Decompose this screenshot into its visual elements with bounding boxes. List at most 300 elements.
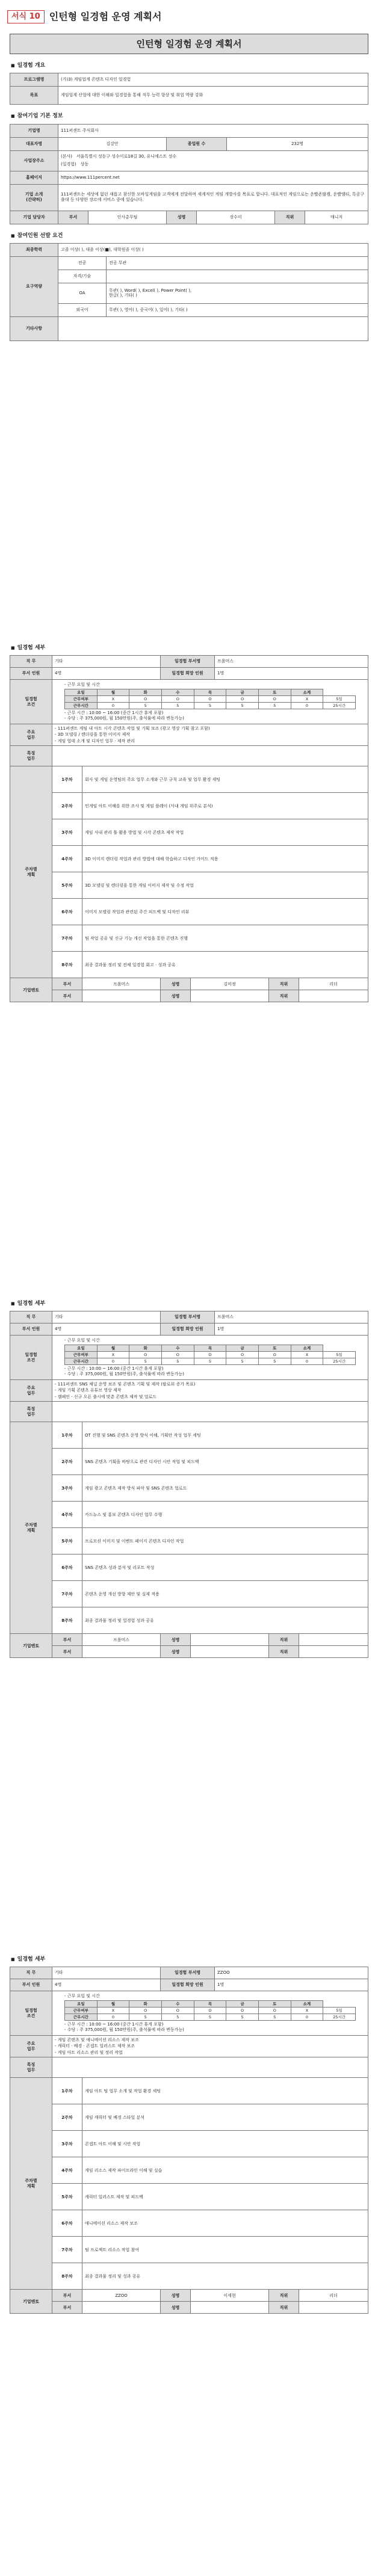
- day-header: 요일: [65, 1345, 98, 1352]
- oa-value: [107, 283, 368, 303]
- weekly-plan-label: 주차별 계획: [10, 1422, 52, 1634]
- page-one: [5, 0, 373, 609]
- schedule-table: [64, 1345, 356, 1365]
- mentor2-dept-label: 부서: [52, 990, 82, 1002]
- major-value: 전공 무관: [107, 256, 368, 270]
- form-title: 인턴형 일경험 운영 계획서: [49, 11, 162, 22]
- feature-label: 특징 업무: [10, 746, 52, 766]
- work-cell: X: [291, 2007, 323, 2014]
- weekly-plan-table: [10, 2077, 368, 2290]
- week-plan-text: 게임 광고 콘텐츠 제작 방식 파악 및 SNS 콘텐츠 업로드: [82, 1475, 368, 1502]
- time-note: - 근무 시간 : 10:00 ~ 16:00 (중간 1시간 휴게 포함): [64, 2022, 164, 2027]
- oa-options-2: 한글( ), 기타( ): [109, 293, 137, 298]
- main-duty-item: - 게임 아트 리소스 관리 및 정리 작업: [55, 2050, 123, 2055]
- day-header: 수: [161, 2001, 194, 2007]
- week-plan-text: 게임 리소스 제작 파이프라인 이해 및 실습: [82, 2157, 368, 2184]
- feature-label: 특징 업무: [10, 2057, 52, 2078]
- section-title-needs: ■ 참여인원 선발 요건: [11, 233, 373, 239]
- week-plan-text: 회사 및 게임 운영팀의 주요 업무 소개와 근무 규칙 교육 및 업무 환경 세팅: [82, 766, 368, 793]
- work-cell: 5일: [323, 1352, 356, 1358]
- week-plan-text: 3D 이미지 렌더링 작업과 관리 방법에 대해 학습하고 디자인 가이드 적용: [82, 846, 368, 872]
- feature-value: [52, 1402, 368, 1422]
- day-header: 월: [97, 1345, 129, 1352]
- week-number: 8주차: [52, 2263, 82, 2290]
- detail-table: [10, 1967, 368, 2078]
- week-number: 4주차: [52, 2157, 82, 2184]
- contact-dept-label: 부서: [58, 211, 88, 224]
- address-hq-value: 서울특별시 성동구 성수이로18길 30, 유니에스트 성수: [76, 154, 177, 159]
- capacity-value: 1명: [215, 668, 368, 680]
- hour-cell: 5: [194, 703, 226, 709]
- work-cell: X: [97, 696, 129, 703]
- weekly-plan-table: [10, 1422, 368, 1634]
- employee-label: 종업원 수: [167, 137, 227, 150]
- work-cell: O: [194, 2007, 226, 2014]
- weekly-plan-label: 주차별 계획: [10, 766, 52, 978]
- count-value: 4명: [52, 668, 161, 680]
- job-label: 직 무: [10, 1311, 52, 1323]
- day-header: 목: [194, 1345, 226, 1352]
- work-row: [65, 2007, 356, 2014]
- weekly-plan-label: 주차별 계획: [10, 2078, 52, 2290]
- week-plan-text: 3D 모델링 및 렌더링을 통한 게임 이미지 제작 및 수정 작업: [82, 872, 368, 899]
- week-row: [10, 846, 368, 872]
- work-cell: O: [161, 696, 194, 703]
- week-plan-text: 팀 프로젝트 리소스 작업 참여: [82, 2237, 368, 2263]
- capacity-label: 일경험 희망 인원: [161, 668, 215, 680]
- week-plan-text: 콘셉트 아트 이해 및 시안 작업: [82, 2131, 368, 2157]
- contact-name-value: 장수미: [197, 211, 275, 224]
- week-number: 3주차: [52, 1475, 82, 1502]
- week-number: 1주차: [52, 766, 82, 793]
- capacity-label: 일경험 희망 인원: [161, 1323, 215, 1336]
- skills-label: 요구역량: [10, 256, 58, 316]
- week-plan-text: 게임 아트 팀 업무 소개 및 작업 환경 세팅: [82, 2078, 368, 2104]
- hour-cell: 5: [226, 2014, 259, 2021]
- week-plan-text: 프로모션 이미지 및 이벤트 페이지 콘텐츠 디자인 작업: [82, 1528, 368, 1555]
- oa-options-1: 무관( ), Word( ), Excel( ), Power Point( ),: [109, 288, 192, 293]
- etc-value: [58, 316, 368, 340]
- work-row: [65, 696, 356, 703]
- section-title-detail: ■ 일경험 세부: [11, 645, 373, 652]
- schedule-table: [64, 2000, 356, 2021]
- etc-label: 기타사항: [10, 316, 58, 340]
- hour-cell: 5: [194, 1358, 226, 1365]
- week-plan-text: OT 진행 및 SNS 콘텐츠 운영 방식 이해, 기획안 작성 업무 세팅: [82, 1422, 368, 1449]
- work-cell: 5일: [323, 696, 356, 703]
- dept-label: 일경험 부서명: [161, 656, 215, 668]
- main-duty-item: - 3D 모델링 / 렌더링을 통한 이미지 제작: [55, 732, 130, 738]
- day-header: 금: [226, 689, 259, 696]
- mentor2-dept-value: [82, 2302, 161, 2314]
- day-header: 화: [129, 1345, 162, 1352]
- week-row: [10, 1449, 368, 1475]
- contact-name-label: 성명: [167, 211, 197, 224]
- mentor-dept-label: 부서: [52, 978, 82, 990]
- condition-title: - 근무 요일 및 시간: [64, 1994, 100, 1999]
- pay-note: - 수당 : 주 375,000원, 월 150만원(주, 출석률에 따라 변동가능): [64, 2027, 184, 2033]
- mentor-name-value: 김미정: [191, 978, 269, 990]
- oa-label: OA: [58, 283, 107, 303]
- address-value: [58, 150, 368, 171]
- week-number: 3주차: [52, 819, 82, 846]
- weekly-plan-table: [10, 766, 368, 978]
- week-plan-text: 최종 결과물 정리 및 전체 일경험 회고 · 성과 공유: [82, 952, 368, 978]
- week-plan-text: 최종 결과물 정리 및 일경험 성과 공유: [82, 1607, 368, 1634]
- mentor2-dept-value: [82, 990, 161, 1002]
- main-duty-list: [52, 1379, 368, 1402]
- contact-position-value: 매니저: [305, 211, 368, 224]
- week-number: 5주차: [52, 2184, 82, 2210]
- feature-value: [52, 746, 368, 766]
- condition-title: - 근무 요일 및 시간: [64, 1338, 100, 1343]
- main-duty-label: 주요 업무: [10, 2035, 52, 2057]
- feature-label: 특징 업무: [10, 1402, 52, 1422]
- hour-cell: 5: [161, 2014, 194, 2021]
- mentor-dept-value: 프롤머스: [82, 978, 161, 990]
- hour-cell: 5: [258, 2014, 291, 2021]
- work-cell: O: [194, 696, 226, 703]
- week-number: 2주차: [52, 2104, 82, 2131]
- mentor-position-label: 직위: [269, 978, 299, 990]
- dept-label: 일경험 부서명: [161, 1311, 215, 1323]
- mentor2-position-label: 직위: [269, 1646, 299, 1658]
- feature-value: [52, 2057, 368, 2078]
- document-title: 인턴형 일경험 운영 계획서: [10, 34, 368, 54]
- work-cell: O: [258, 1352, 291, 1358]
- detail-table: [10, 1311, 368, 1422]
- condition-cell: [52, 1336, 368, 1380]
- education-label: 최종학력: [10, 243, 58, 256]
- mentor-position-label: 직위: [269, 1634, 299, 1646]
- hour-cell: 5: [258, 703, 291, 709]
- week-row: [10, 2210, 368, 2237]
- week-number: 6주차: [52, 1555, 82, 1581]
- day-header: 목: [194, 689, 226, 696]
- work-cell: O: [129, 2007, 162, 2014]
- week-number: 2주차: [52, 793, 82, 819]
- hour-cell: 0: [97, 703, 129, 709]
- work-cell: O: [129, 696, 162, 703]
- job-label: 직 무: [10, 656, 52, 668]
- week-row: [10, 2131, 368, 2157]
- contact-label: 기업 담당자: [10, 211, 58, 224]
- week-number: 2주차: [52, 1449, 82, 1475]
- ceo-value: 김강안: [58, 137, 167, 150]
- day-header: 금: [226, 1345, 259, 1352]
- work-cell: X: [291, 696, 323, 703]
- language-label: 외국어: [58, 303, 107, 316]
- job-label: 직 무: [10, 1967, 52, 1979]
- major-label: 전공: [58, 256, 107, 270]
- company-name-value: 111퍼센트 주식회사: [58, 124, 368, 137]
- needs-table: [10, 243, 368, 341]
- mentor2-name-label: 성명: [161, 990, 191, 1002]
- week-plan-text: 콘텐츠 운영 개선 방향 제안 및 실제 적용: [82, 1581, 368, 1607]
- day-header: 토: [258, 2001, 291, 2007]
- capacity-label: 일경험 희망 인원: [161, 1979, 215, 1991]
- employee-value: 232명: [227, 137, 368, 150]
- mentor2-position-label: 직위: [269, 2302, 299, 2314]
- company-table: [10, 124, 368, 211]
- hour-cell: 5: [129, 1358, 162, 1365]
- mentor-dept-label: 부서: [52, 1634, 82, 1646]
- week-number: 6주차: [52, 899, 82, 925]
- form-number-badge: 서식 10: [7, 10, 45, 23]
- hour-cell: 5: [258, 1358, 291, 1365]
- week-plan-text: 팀 작업 공유 및 신규 기능 개선 작업을 통한 콘텐츠 진행: [82, 925, 368, 952]
- week-row: [10, 2157, 368, 2184]
- week-number: 7주차: [52, 1581, 82, 1607]
- week-number: 3주차: [52, 2131, 82, 2157]
- week-number: 4주차: [52, 846, 82, 872]
- week-row: [10, 1528, 368, 1555]
- mentor-name-label: 성명: [161, 978, 191, 990]
- hour-cell: 0: [291, 703, 323, 709]
- week-row: [10, 1607, 368, 1634]
- work-cell: 근무여부: [65, 696, 98, 703]
- week-number: 4주차: [52, 1502, 82, 1528]
- week-row: [10, 1555, 368, 1581]
- company-name-label: 기업명: [10, 124, 58, 137]
- week-row: [10, 793, 368, 819]
- condition-cell: [52, 680, 368, 724]
- week-number: 6주차: [52, 2210, 82, 2237]
- mentor-name-value: 이세현: [191, 2290, 269, 2302]
- hour-row: [65, 703, 356, 709]
- work-cell: O: [226, 1352, 259, 1358]
- section-title-detail: ■ 일경험 세부: [11, 1956, 373, 1963]
- day-header: 월: [97, 689, 129, 696]
- week-plan-text: 인게임 아트 이해를 위한 조사 및 게임 플레이 (사내 게임 위주로 분석): [82, 793, 368, 819]
- mentor2-name-label: 성명: [161, 1646, 191, 1658]
- week-row: [10, 1581, 368, 1607]
- intro-value: 111퍼센트는 세상에 없던 새롭고 참신한 모바일게임을 고객에게 전달하며 세계적인 게임 개발사를 목표로 합니다. 대표적인 게임으로는 운빨존많겜, 운빨엠티, 특공구출대 등 다양한 장르에 서비스 중에 있습니다.: [58, 184, 368, 211]
- condition-title: - 근무 요일 및 시간: [64, 682, 100, 688]
- detail-page-3: [5, 1956, 373, 2576]
- mentor-position-value: 리더: [299, 978, 368, 990]
- goal-label: 목표: [10, 87, 58, 105]
- days-row: [65, 689, 356, 696]
- time-note: - 근무 시간 : 10:00 ~ 16:00 (중간 1시간 휴게 포함): [64, 710, 164, 716]
- main-duty-item: - 게임 업데 소개 및 디자인 업무 · 제작 관리: [55, 738, 135, 744]
- work-cell: O: [194, 1352, 226, 1358]
- week-plan-text: 이미지 모델링 작업과 관련된 주간 피드백 및 디자인 리뷰: [82, 899, 368, 925]
- work-cell: O: [161, 2007, 194, 2014]
- section-title-company: ■ 참여기업 기본 정보: [11, 113, 373, 120]
- week-row: [10, 2078, 368, 2104]
- hour-cell: 0: [97, 2014, 129, 2021]
- week-number: 8주차: [52, 952, 82, 978]
- hour-cell: 25시간: [323, 1358, 356, 1365]
- week-number: 1주차: [52, 2078, 82, 2104]
- mentor-dept-value: 프롤머스: [82, 1634, 161, 1646]
- mentor2-name-value: [191, 2302, 269, 2314]
- main-duty-label: 주요 업무: [10, 1379, 52, 1402]
- work-row: [65, 1352, 356, 1358]
- mentor-name-value: [191, 1634, 269, 1646]
- mentor-name-label: 성명: [161, 2290, 191, 2302]
- condition-label: 일경험 조건: [10, 1991, 52, 2036]
- mentor2-dept-value: [82, 1646, 161, 1658]
- address-hq-label: (본사): [61, 154, 72, 159]
- work-cell: 근무여부: [65, 1352, 98, 1358]
- week-row: [10, 899, 368, 925]
- main-duty-label: 주요 업무: [10, 724, 52, 746]
- mentor2-dept-label: 부서: [52, 1646, 82, 1658]
- homepage-value[interactable]: https://www.111percent.net: [58, 171, 368, 184]
- capacity-value: 1명: [215, 1323, 368, 1336]
- dept-value: 프롤머스: [215, 1311, 368, 1323]
- week-row: [10, 2184, 368, 2210]
- mentor2-position-value: [299, 1646, 368, 1658]
- work-cell: O: [226, 696, 259, 703]
- day-header: 수: [161, 1345, 194, 1352]
- contact-dept-value: 인사총무팀: [88, 211, 167, 224]
- work-cell: X: [97, 1352, 129, 1358]
- homepage-label: 홈페이지: [10, 171, 58, 184]
- mentor-table: [10, 1633, 368, 1658]
- mentor-dept-value: ZZOO: [82, 2290, 161, 2302]
- mentor-position-value: 리더: [299, 2290, 368, 2302]
- hour-cell: 5: [194, 2014, 226, 2021]
- main-duty-list: [52, 724, 368, 746]
- form-header: [5, 0, 373, 26]
- count-label: 부서 인원: [10, 1323, 52, 1336]
- mentor-table: [10, 978, 368, 1002]
- hour-cell: 25시간: [323, 703, 356, 709]
- mentor-table: [10, 2289, 368, 2314]
- condition-cell: [52, 1991, 368, 2036]
- week-plan-text: 캐릭터 일러스트 제작 및 피드백: [82, 2184, 368, 2210]
- week-plan-text: 게임 사내 관리 툴 활용 방법 및 시각 콘텐츠 제작 작업: [82, 819, 368, 846]
- mentor-position-label: 직위: [269, 2290, 299, 2302]
- main-duty-item: - 111퍼센트 게임 내 아트 시각 콘텐츠 작업 및 기획 보조 (광고 영상 기획 참고 포함): [55, 726, 210, 731]
- week-row: [10, 766, 368, 793]
- job-value: 기타: [52, 1967, 161, 1979]
- mentor-name-label: 성명: [161, 1634, 191, 1646]
- day-header: 토: [258, 1345, 291, 1352]
- condition-label: 일경험 조건: [10, 1336, 52, 1380]
- program-label: 프로그램명: [10, 73, 58, 87]
- hour-cell: 25시간: [323, 2014, 356, 2021]
- week-row: [10, 1475, 368, 1502]
- detail-page-2: [5, 1301, 373, 1920]
- day-header: 월: [97, 2001, 129, 2007]
- detail-page-1: [5, 645, 373, 1265]
- dept-label: 일경험 부서명: [161, 1967, 215, 1979]
- hour-cell: 5: [226, 1358, 259, 1365]
- week-row: [10, 952, 368, 978]
- main-duty-list: [52, 2035, 368, 2057]
- capacity-value: 1명: [215, 1979, 368, 1991]
- mentor-label: 기업멘토: [10, 978, 52, 1002]
- work-cell: X: [291, 1352, 323, 1358]
- mentor2-position-label: 직위: [269, 990, 299, 1002]
- work-cell: O: [161, 1352, 194, 1358]
- contact-position-label: 직위: [275, 211, 305, 224]
- work-cell: 5일: [323, 2007, 356, 2014]
- schedule-table: [64, 689, 356, 709]
- language-value: 무관( ), 영어( ), 중국어( ), 일어( ), 기타( ): [107, 303, 368, 316]
- goal-value: 게임업계 산업에 대한 이해와 일경험을 통해 직무 능력 향상 및 취업 역량 강화: [58, 87, 368, 105]
- count-label: 부서 인원: [10, 668, 52, 680]
- address-label: 사업장주소: [10, 150, 58, 171]
- week-plan-text: 카드뉴스 및 홍보 콘텐츠 디자인 업무 수행: [82, 1502, 368, 1528]
- work-cell: O: [258, 696, 291, 703]
- mentor-label: 기업멘토: [10, 1634, 52, 1658]
- mentor-dept-label: 부서: [52, 2290, 82, 2302]
- hour-cell: 0: [291, 2014, 323, 2021]
- hour-cell: 0: [291, 1358, 323, 1365]
- day-header: 요일: [65, 2001, 98, 2007]
- mentor2-name-value: [191, 990, 269, 1002]
- address-work-label: (일경험): [61, 162, 76, 167]
- day-header: 화: [129, 689, 162, 696]
- work-cell: O: [129, 1352, 162, 1358]
- pay-note: - 수당 : 주 375,000원, 월 150만원(주, 출석률에 따라 변동가능): [64, 1372, 184, 1377]
- dept-value: ZZOO: [215, 1967, 368, 1979]
- main-duty-item: - 캐릭터 · 배경 · 콘셉트 일러스트 제작 보조: [55, 2044, 135, 2049]
- work-cell: O: [226, 2007, 259, 2014]
- job-value: 기타: [52, 656, 161, 668]
- day-header: 화: [129, 2001, 162, 2007]
- intro-label: 기업 소개 (간략히): [10, 184, 58, 211]
- mentor2-name-value: [191, 1646, 269, 1658]
- week-row: [10, 819, 368, 846]
- pay-note: - 수당 : 주 375,000원, 월 150만원(주, 출석률에 따라 변동가능): [64, 716, 184, 721]
- program-value: (가)3) 게임업계 콘텐츠 디자인 일경험: [58, 73, 368, 87]
- work-cell: X: [97, 2007, 129, 2014]
- days-row: [65, 2001, 356, 2007]
- days-row: [65, 1345, 356, 1352]
- ceo-label: 대표자명: [10, 137, 58, 150]
- section-title-overview: ■ 일경험 개요: [11, 63, 373, 69]
- contact-table: [10, 211, 368, 224]
- week-number: 5주차: [52, 1528, 82, 1555]
- hour-cell: 5: [129, 703, 162, 709]
- count-label: 부서 인원: [10, 1979, 52, 1991]
- count-value: 4명: [52, 1979, 161, 1991]
- day-header: 소계: [291, 689, 323, 696]
- week-plan-text: 게임 캐릭터 및 배경 스타일 분석: [82, 2104, 368, 2131]
- hour-row: [65, 1358, 356, 1365]
- hour-cell: 5: [226, 703, 259, 709]
- week-row: [10, 2237, 368, 2263]
- week-number: 1주차: [52, 1422, 82, 1449]
- job-value: 기타: [52, 1311, 161, 1323]
- week-row: [10, 925, 368, 952]
- week-plan-text: 애니메이션 리소스 제작 보조: [82, 2210, 368, 2237]
- mentor2-position-value: [299, 2302, 368, 2314]
- week-row: [10, 872, 368, 899]
- hour-cell: 5: [161, 703, 194, 709]
- hour-cell: 근무시간: [65, 2014, 98, 2021]
- work-cell: O: [258, 2007, 291, 2014]
- day-header: 금: [226, 2001, 259, 2007]
- mentor2-dept-label: 부서: [52, 2302, 82, 2314]
- work-cell: 근무여부: [65, 2007, 98, 2014]
- detail-container: [0, 645, 378, 2576]
- count-value: 4명: [52, 1323, 161, 1336]
- cert-value: [107, 270, 368, 283]
- mentor2-name-label: 성명: [161, 2302, 191, 2314]
- day-header: 수: [161, 689, 194, 696]
- condition-label: 일경험 조건: [10, 680, 52, 724]
- detail-table: [10, 655, 368, 766]
- week-number: 7주차: [52, 925, 82, 952]
- day-header: 소계: [291, 2001, 323, 2007]
